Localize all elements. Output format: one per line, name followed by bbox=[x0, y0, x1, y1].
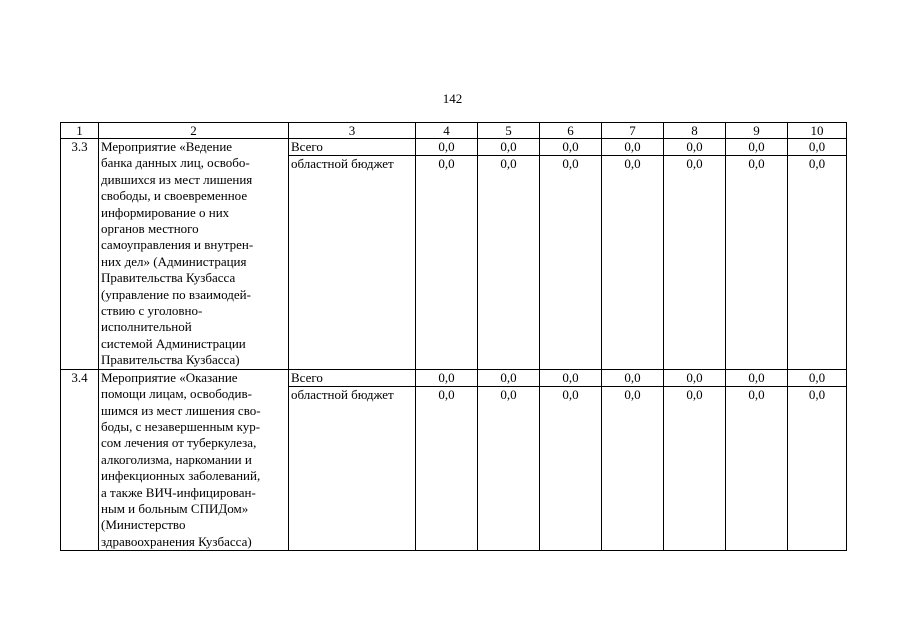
column-header: 6 bbox=[540, 123, 602, 139]
column-header: 3 bbox=[289, 123, 416, 139]
value-cell: 0,0 bbox=[602, 156, 664, 369]
value-cell: 0,0 bbox=[540, 156, 602, 369]
description-line: сом лечения от туберкулеза, bbox=[101, 435, 257, 451]
description-line: (Министерство bbox=[101, 517, 186, 533]
budget-table bbox=[60, 122, 847, 551]
column-header: 10 bbox=[788, 123, 847, 139]
row-number: 3.4 bbox=[61, 369, 99, 550]
table-row bbox=[61, 139, 847, 156]
description-line: органов местного bbox=[101, 221, 199, 237]
value-cell: 0,0 bbox=[664, 387, 726, 551]
description-line: системой Администрации bbox=[101, 335, 246, 351]
column-header: 9 bbox=[726, 123, 788, 139]
description-line: инфекционных заболеваний, bbox=[101, 468, 261, 484]
value-cell: 0,0 bbox=[602, 387, 664, 551]
description-line: свободы, и своевременное bbox=[101, 188, 248, 204]
value-cell: 0,0 bbox=[726, 156, 788, 369]
description-line: шимся из мест лишения сво- bbox=[101, 402, 261, 418]
value-cell: 0,0 bbox=[664, 156, 726, 369]
row-number: 3.3 bbox=[61, 139, 99, 370]
value-cell: 0,0 bbox=[540, 369, 602, 386]
funding-source: областной бюджет bbox=[289, 387, 416, 551]
value-cell: 0,0 bbox=[726, 139, 788, 156]
description-line: Правительства Кузбасса) bbox=[101, 352, 240, 368]
description-line: алкоголизма, наркомании и bbox=[101, 451, 252, 467]
column-header: 5 bbox=[478, 123, 540, 139]
column-header: 7 bbox=[602, 123, 664, 139]
column-header: 8 bbox=[664, 123, 726, 139]
row-description bbox=[99, 139, 289, 370]
description-line: Мероприятие «Оказание bbox=[101, 369, 238, 385]
value-cell: 0,0 bbox=[416, 387, 478, 551]
description-line: ствию с уголовно- bbox=[101, 303, 203, 319]
value-cell: 0,0 bbox=[664, 139, 726, 156]
description-line: исполнительной bbox=[101, 319, 192, 335]
value-cell: 0,0 bbox=[478, 139, 540, 156]
value-cell: 0,0 bbox=[416, 369, 478, 386]
value-cell: 0,0 bbox=[478, 156, 540, 369]
description-line: Правительства Кузбасса bbox=[101, 270, 236, 286]
description-line: них дел» (Администрация bbox=[101, 253, 247, 269]
header-row bbox=[61, 123, 847, 139]
value-cell: 0,0 bbox=[540, 387, 602, 551]
description-line: боды, с незавершенным кур- bbox=[101, 418, 261, 434]
description-line: ным и больным СПИДом» bbox=[101, 500, 249, 516]
funding-source: областной бюджет bbox=[289, 156, 416, 369]
funding-source: Всего bbox=[289, 139, 416, 156]
value-cell: 0,0 bbox=[726, 387, 788, 551]
value-cell: 0,0 bbox=[478, 387, 540, 551]
column-header: 4 bbox=[416, 123, 478, 139]
value-cell: 0,0 bbox=[788, 387, 847, 551]
description-line: банка данных лиц, освобо- bbox=[101, 155, 250, 171]
value-cell: 0,0 bbox=[664, 369, 726, 386]
column-header: 2 bbox=[99, 123, 289, 139]
description-line: (управление по взаимодей- bbox=[101, 286, 251, 302]
value-cell: 0,0 bbox=[788, 369, 847, 386]
description-line: Мероприятие «Ведение bbox=[101, 139, 233, 154]
value-cell: 0,0 bbox=[416, 139, 478, 156]
row-description bbox=[99, 369, 289, 550]
description-line: помощи лицам, освободив- bbox=[101, 386, 252, 402]
value-cell: 0,0 bbox=[540, 139, 602, 156]
value-cell: 0,0 bbox=[726, 369, 788, 386]
description-line: самоуправления и внутрен- bbox=[101, 237, 254, 253]
value-cell: 0,0 bbox=[602, 369, 664, 386]
value-cell: 0,0 bbox=[602, 139, 664, 156]
description-line: а также ВИЧ-инфицирован- bbox=[101, 484, 256, 500]
description-line: здравоохранения Кузбасса) bbox=[101, 533, 252, 549]
table-row bbox=[61, 369, 847, 386]
value-cell: 0,0 bbox=[478, 369, 540, 386]
page-number: 142 bbox=[442, 91, 463, 106]
value-cell: 0,0 bbox=[416, 156, 478, 369]
description-line: дившихся из мест лишения bbox=[101, 171, 253, 187]
description-line: информирование о них bbox=[101, 204, 230, 220]
funding-source: Всего bbox=[289, 369, 416, 386]
column-header: 1 bbox=[61, 123, 99, 139]
value-cell: 0,0 bbox=[788, 156, 847, 369]
value-cell: 0,0 bbox=[788, 139, 847, 156]
